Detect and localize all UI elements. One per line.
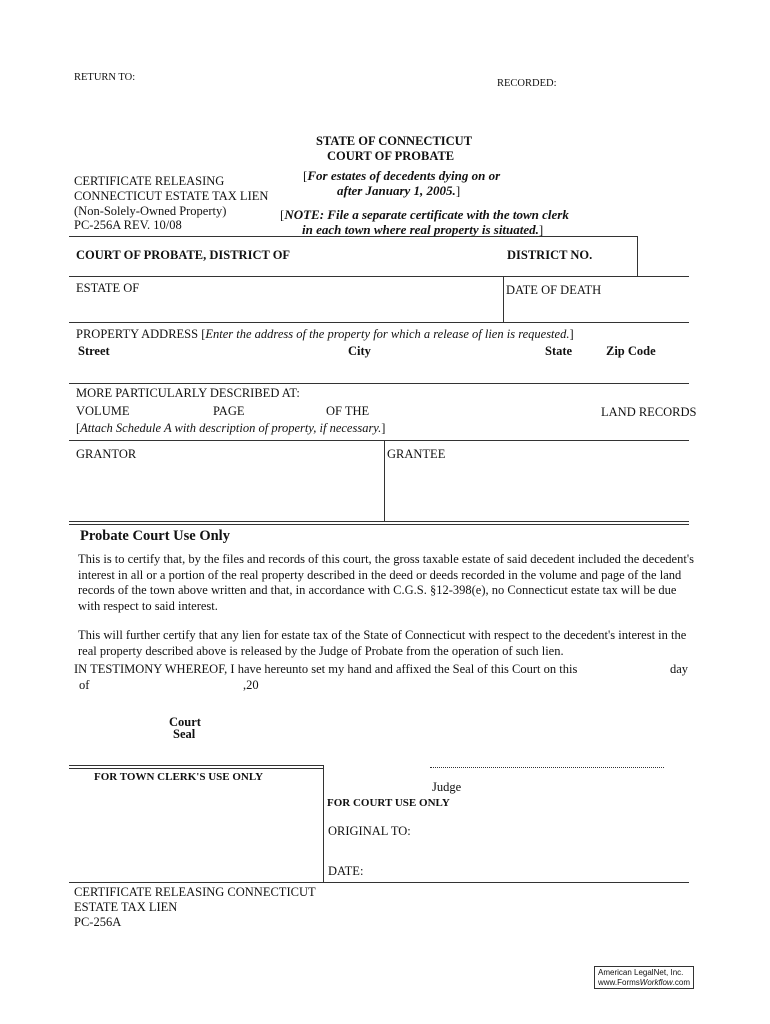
court-use-label: FOR COURT USE ONLY <box>327 797 450 809</box>
form-title-line3: (Non-Solely-Owned Property) <box>74 204 227 218</box>
rule-town-clerk-top-1 <box>69 765 323 766</box>
rule-grantor-bottom-2 <box>69 524 689 525</box>
vendor-name: American LegalNet, Inc. <box>598 968 684 977</box>
state-heading: STATE OF CONNECTICUT <box>316 134 473 148</box>
rule-district-right <box>637 236 638 276</box>
rule-estate-divider <box>503 276 504 322</box>
judge-label: Judge <box>432 780 462 794</box>
estate-of-label: ESTATE OF <box>76 281 140 295</box>
footer-title-line1: CERTIFICATE RELEASING CONNECTICUT <box>74 885 316 899</box>
district-no-label: DISTRICT NO. <box>507 248 593 262</box>
estates-note-line2: after January 1, 2005.] <box>337 183 461 198</box>
original-to-label: ORIGINAL TO: <box>328 824 411 838</box>
footer-form-number: PC-256A <box>74 915 122 929</box>
estates-note-line1: [For estates of decedents dying on or <box>303 168 501 183</box>
attach-schedule-note: [Attach Schedule A with description of property, if necessary.] <box>76 421 386 435</box>
page-label: PAGE <box>213 404 245 418</box>
rule-described-bottom <box>69 440 689 441</box>
rule-town-clerk-right <box>323 765 324 882</box>
grantor-label: GRANTOR <box>76 447 137 461</box>
testimony-text: IN TESTIMONY WHEREOF, I have hereunto set my hand and affixed the Seal of this Court on this <box>74 662 578 676</box>
court-district-label: COURT OF PROBATE, DISTRICT OF <box>76 248 291 262</box>
court-heading: COURT OF PROBATE <box>327 149 455 163</box>
certification-paragraph: This is to certify that, by the files and records of this court, the gross taxable estate of said decedent included the decedent's interest in all or a portion of the real property described in the deed or deeds recorded in the volume and page of the land records of the town above written and that, in accordance with C.G.S. §12-398(e), no Connecticut estate tax will be due with respect to said interest. <box>78 552 694 613</box>
court-seal-line1: Court <box>169 715 201 729</box>
form-number: PC-256A REV. 10/08 <box>74 218 182 232</box>
day-label: day <box>670 662 689 676</box>
probate-use-heading: Probate Court Use Only <box>80 528 230 544</box>
described-at-label: MORE PARTICULARLY DESCRIBED AT: <box>76 386 300 400</box>
form-title-line2: CONNECTICUT ESTATE TAX LIEN <box>74 189 269 203</box>
property-address-label: PROPERTY ADDRESS [Enter the address of the property for which a release of lien is requested.] <box>76 327 574 341</box>
return-to-label: RETURN TO: <box>74 72 136 83</box>
file-note-line1: [NOTE: File a separate certificate with the town clerk <box>280 207 569 222</box>
rule-estate-top <box>69 276 689 277</box>
volume-label: VOLUME <box>76 404 130 418</box>
recorded-label: RECORDED: <box>497 78 557 89</box>
rule-address-bottom <box>69 383 689 384</box>
rule-top <box>69 236 637 237</box>
land-records-label: LAND RECORDS <box>601 405 697 419</box>
judge-signature-line <box>430 767 664 768</box>
rule-footer-top <box>69 882 689 883</box>
rule-grantor-divider <box>384 440 385 521</box>
town-clerk-label: FOR TOWN CLERK'S USE ONLY <box>94 771 264 783</box>
vendor-url: www.FormsWorkflow.com <box>598 977 691 987</box>
city-label: City <box>348 344 371 358</box>
date-of-death-label: DATE OF DEATH <box>506 283 602 297</box>
rule-town-clerk-top-2 <box>69 768 323 769</box>
rule-estate-bottom <box>69 322 689 323</box>
vendor-badge <box>594 966 694 989</box>
footer-title-line2: ESTATE TAX LIEN <box>74 900 178 914</box>
rule-grantor-bottom-1 <box>69 521 689 522</box>
release-paragraph: This will further certify that any lien for estate tax of the State of Connecticut with respect to the decedent's interest in the real property described above is released by the Judge of Probate from the operation of such lien. <box>78 628 687 658</box>
street-label: Street <box>78 344 110 358</box>
date-label: DATE: <box>328 864 364 878</box>
of-label: of <box>79 678 90 692</box>
court-seal-line2: Seal <box>173 727 196 741</box>
state-label: State <box>545 344 573 358</box>
of-the-label: OF THE <box>326 404 370 418</box>
form-title-line1: CERTIFICATE RELEASING <box>74 174 225 188</box>
file-note-line2: in each town where real property is situated.] <box>302 222 544 237</box>
zip-code-label: Zip Code <box>606 344 656 358</box>
year-label: ,20 <box>243 678 259 692</box>
grantee-label: GRANTEE <box>387 447 446 461</box>
